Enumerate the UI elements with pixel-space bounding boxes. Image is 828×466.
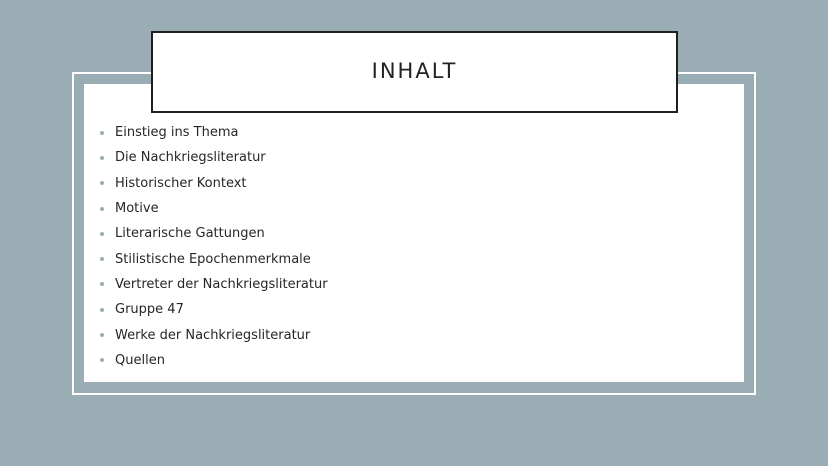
list-item bbox=[100, 297, 328, 322]
bullet-icon bbox=[100, 333, 104, 337]
list-item bbox=[100, 272, 328, 297]
bullet-list bbox=[100, 120, 328, 373]
list-item-text: Gruppe 47 bbox=[115, 302, 184, 318]
list-item bbox=[100, 120, 328, 145]
bullet-icon bbox=[100, 358, 104, 362]
list-item bbox=[100, 348, 328, 373]
list-item-text: Quellen bbox=[115, 352, 165, 368]
bullet-icon bbox=[100, 282, 104, 286]
list-item-text: Werke der Nachkriegsliteratur bbox=[115, 327, 311, 343]
list-item bbox=[100, 145, 328, 170]
list-item bbox=[100, 246, 328, 271]
list-item bbox=[100, 196, 328, 221]
list-item bbox=[100, 171, 328, 196]
slide-title: INHALT bbox=[371, 59, 458, 83]
bullet-icon bbox=[100, 156, 104, 160]
bullet-icon bbox=[100, 131, 104, 135]
bullet-icon bbox=[100, 257, 104, 261]
bullet-icon bbox=[100, 181, 104, 185]
list-item-text: Vertreter der Nachkriegsliteratur bbox=[115, 276, 328, 292]
bullet-icon bbox=[100, 308, 104, 312]
bullet-icon bbox=[100, 232, 104, 236]
list-item-text: Stilistische Epochenmerkmale bbox=[115, 251, 311, 267]
list-item-text: Einstieg ins Thema bbox=[115, 125, 239, 141]
list-item bbox=[100, 221, 328, 246]
bullet-icon bbox=[100, 207, 104, 211]
list-item-text: Motive bbox=[115, 201, 159, 217]
list-item-text: Historischer Kontext bbox=[115, 175, 247, 191]
title-box bbox=[151, 31, 678, 113]
list-item-text: Literarische Gattungen bbox=[115, 226, 265, 242]
list-item-text: Die Nachkriegsliteratur bbox=[115, 150, 266, 166]
list-item bbox=[100, 322, 328, 347]
